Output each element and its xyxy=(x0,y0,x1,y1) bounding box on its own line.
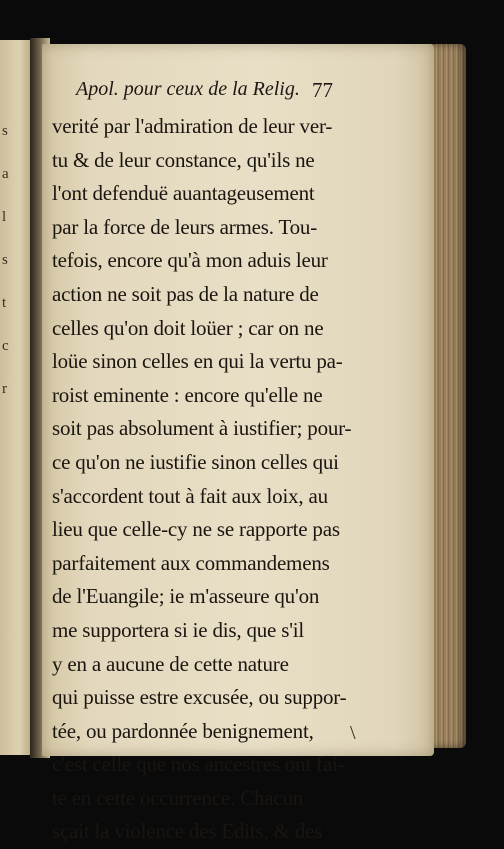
text-line: roist eminente : encore qu'elle ne xyxy=(52,382,323,407)
text-line: action ne soit pas de la nature de xyxy=(52,281,319,306)
stray-ink-mark: \ xyxy=(350,722,356,744)
facing-page-letter: c xyxy=(2,338,9,354)
text-line: me supportera si ie dis, que s'il xyxy=(52,617,305,642)
text-line: tefois, encore qu'à mon aduis leur xyxy=(52,248,328,273)
running-title: Apol. pour ceux de la Relig. xyxy=(76,78,300,100)
text-line: s'accordent tout à fait aux loix, au xyxy=(52,483,328,508)
text-line: verité par l'admiration de leur ver- xyxy=(52,114,333,138)
page-edges xyxy=(430,44,466,748)
facing-page-letter: t xyxy=(2,295,7,311)
text-line: tu & de leur constance, qu'ils ne xyxy=(52,147,315,172)
facing-page-letter: l xyxy=(2,209,7,225)
text-line: sçait la violence des Edits, & des xyxy=(52,819,323,844)
text-line: qui puisse estre excusée, ou suppor- xyxy=(52,685,347,710)
facing-page-letters xyxy=(2,110,14,411)
facing-page-letter: a xyxy=(2,166,9,182)
facing-page-edge xyxy=(0,40,32,755)
text-line: de l'Euangile; ie m'asseure qu'on xyxy=(52,584,320,609)
text-line: c'est celle que nos ancestres ont fai- xyxy=(52,752,345,777)
text-line: celles qu'on doit loüer ; car on ne xyxy=(52,315,324,340)
page-number: 77 xyxy=(312,78,333,102)
text-line: parfaitement aux commandemens xyxy=(52,550,330,575)
body-text xyxy=(52,110,352,849)
facing-page-letter: s xyxy=(2,123,8,139)
text-line: ce qu'on ne iustifie sinon celles qui xyxy=(52,449,339,474)
text-line: tée, ou pardonnée benignement, xyxy=(52,718,314,743)
facing-page-letter: s xyxy=(2,252,8,268)
text-line: soit pas absolument à iustifier; pour- xyxy=(52,416,352,441)
text-line: te en cette occurrence. Chacun xyxy=(52,785,304,810)
text-line: lieu que celle-cy ne se rapporte pas xyxy=(52,517,340,542)
text-line: par la force de leurs armes. Tou- xyxy=(52,214,318,239)
text-line: y en a aucune de cette nature xyxy=(52,651,289,676)
facing-page-letter: r xyxy=(2,381,7,397)
text-line: l'ont defenduë auantageusement xyxy=(52,181,315,206)
text-line: loüe sinon celles en qui la vertu pa- xyxy=(52,349,343,374)
